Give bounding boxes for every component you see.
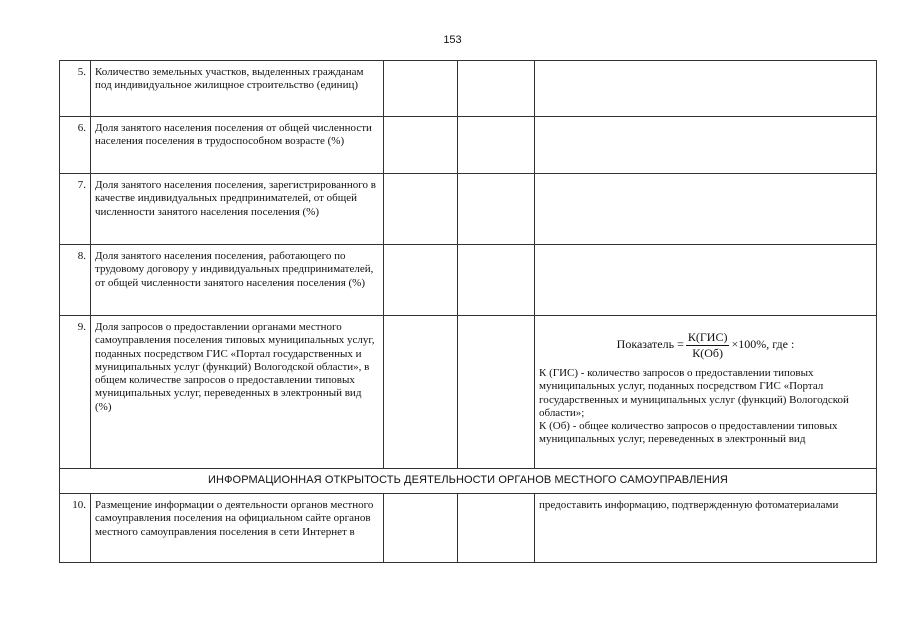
row-number: 7. [60, 174, 91, 245]
indicator-name: Количество земельных участков, выделенных гражданам под индивидуальное жилищное строительство (единиц) [91, 61, 384, 117]
row-number: 10. [60, 494, 91, 563]
empty-cell [458, 61, 535, 117]
indicators-table [59, 60, 877, 563]
empty-cell [458, 494, 535, 563]
indicator-name: Размещение информации о деятельности органов местного самоуправления поселения на официальном сайте органов местного самоуправления поселения в сети Интернет в [91, 494, 384, 563]
fraction-denominator: К(Об) [692, 345, 724, 360]
row-number: 6. [60, 117, 91, 174]
section-header: ИНФОРМАЦИОННАЯ ОТКРЫТОСТЬ ДЕЯТЕЛЬНОСТИ ОРГАНОВ МЕСТНОГО САМОУПРАВЛЕНИЯ [60, 469, 877, 494]
formula-explanation-ob: К (Об) - общее количество запросов о предоставлении типовых муниципальных услуг, переведенных в электронный вид [539, 420, 838, 446]
table-row [60, 245, 877, 316]
row-number: 5. [60, 61, 91, 117]
note-cell [535, 174, 877, 245]
fraction-numerator: К(ГИС) [687, 329, 728, 344]
formula [539, 323, 872, 367]
fraction [686, 330, 730, 361]
note-cell [535, 117, 877, 174]
indicator-name: Доля занятого населения поселения, работающего по трудовому договору у индивидуальных предпринимателей, от общей численности занятого населения поселения (%) [91, 245, 384, 316]
indicator-name: Доля занятого населения поселения от общей численности населения поселения в трудоспособном возрасте (%) [91, 117, 384, 174]
section-row [60, 469, 877, 494]
indicator-name: Доля запросов о предоставлении органами местного самоуправления поселения типовых муниципальных услуг, поданных посредством ГИС «Портал государственных и муниципальных услуг (функций) Вологодской области», в общем количестве запросов о предоставлении типовых муниципальных услуг, переведенных в электронный вид (%) [91, 316, 384, 469]
row-number: 8. [60, 245, 91, 316]
row-number: 9. [60, 316, 91, 469]
formula-cell [535, 316, 877, 469]
note-cell [535, 245, 877, 316]
empty-cell [458, 117, 535, 174]
empty-cell [384, 61, 458, 117]
table-row [60, 494, 877, 563]
empty-cell [384, 494, 458, 563]
empty-cell [384, 245, 458, 316]
empty-cell [458, 316, 535, 469]
formula-lhs: Показатель = [616, 337, 684, 352]
formula-explanation-gis: К (ГИС) - количество запросов о предоставлении типовых муниципальных услуг, поданных посредством ГИС «Портал государственных и муниципальных услуг (функций) Вологодской области»; [539, 367, 849, 419]
page-number: 153 [443, 34, 462, 46]
table-row [60, 174, 877, 245]
empty-cell [458, 245, 535, 316]
empty-cell [384, 316, 458, 469]
table-row [60, 117, 877, 174]
table-row [60, 61, 877, 117]
empty-cell [384, 174, 458, 245]
empty-cell [458, 174, 535, 245]
note-cell: предоставить информацию, подтвержденную фотоматериалами [535, 494, 877, 563]
empty-cell [384, 117, 458, 174]
indicator-name: Доля занятого населения поселения, зарегистрированного в качестве индивидуальных предпринимателей, от общей численности занятого населения поселения (%) [91, 174, 384, 245]
formula-rhs: ×100%, где : [731, 337, 795, 352]
table-row [60, 316, 877, 469]
note-cell [535, 61, 877, 117]
